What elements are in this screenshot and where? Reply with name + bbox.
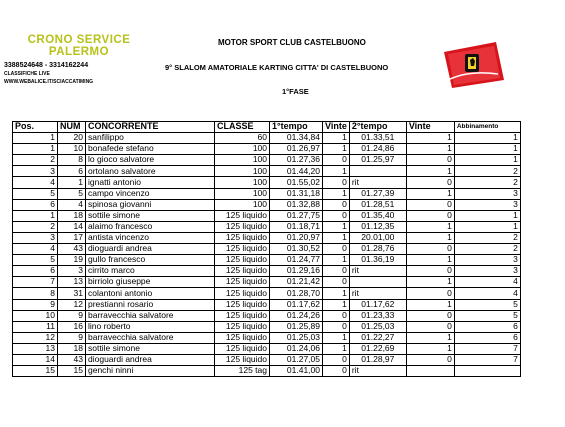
cell-tempo1: 01.30,52 bbox=[270, 244, 323, 255]
cell-pos: 6 bbox=[13, 199, 58, 210]
cell-tempo2: 01.25,97 bbox=[349, 155, 406, 166]
contact-block bbox=[4, 62, 93, 86]
cell-pos: 5 bbox=[13, 188, 58, 199]
cell-pos: 2 bbox=[13, 221, 58, 232]
cell-classe: 125 liquido bbox=[215, 266, 270, 277]
cell-vinte1: 0 bbox=[323, 199, 350, 210]
cell-classe: 60 bbox=[215, 133, 270, 144]
cell-vinte2: 1 bbox=[406, 133, 454, 144]
cell-tempo2 bbox=[349, 166, 406, 177]
cell-vinte1: 1 bbox=[323, 288, 350, 299]
cell-tempo2: rit bbox=[349, 177, 406, 188]
cell-num: 20 bbox=[58, 133, 86, 144]
cell-vinte2: 0 bbox=[406, 288, 454, 299]
cell-vinte1: 0 bbox=[323, 321, 350, 332]
cell-classe: 125 liquido bbox=[215, 299, 270, 310]
cell-tempo1: 01.27,05 bbox=[270, 354, 323, 365]
cell-pos: 5 bbox=[13, 255, 58, 266]
cell-classe: 125 liquido bbox=[215, 321, 270, 332]
cell-num: 4 bbox=[58, 199, 86, 210]
cell-num: 16 bbox=[58, 321, 86, 332]
cell-vinte1: 1 bbox=[323, 232, 350, 243]
cell-vinte1: 1 bbox=[323, 188, 350, 199]
table-row bbox=[13, 221, 521, 232]
cell-num: 18 bbox=[58, 210, 86, 221]
motor-sport-club-logo-icon bbox=[438, 40, 508, 90]
cell-num: 9 bbox=[58, 310, 86, 321]
cell-abbinamento: 7 bbox=[454, 354, 520, 365]
event-title: 9° SLALOM AMATORIALE KARTING CITTA' DI CASTELBUONO bbox=[165, 63, 389, 72]
cell-tempo1: 01.20,97 bbox=[270, 232, 323, 243]
cell-vinte1: 0 bbox=[323, 366, 350, 377]
cell-num: 43 bbox=[58, 244, 86, 255]
cell-num: 14 bbox=[58, 221, 86, 232]
cell-concorrente: colantoni antonio bbox=[86, 288, 215, 299]
column-header-tempo2: 2°tempo bbox=[349, 122, 406, 133]
cell-num: 5 bbox=[58, 188, 86, 199]
cell-abbinamento: 2 bbox=[454, 232, 520, 243]
cell-vinte2: 1 bbox=[406, 144, 454, 155]
cell-classe: 125 tag bbox=[215, 366, 270, 377]
cell-vinte2: 1 bbox=[406, 277, 454, 288]
cell-abbinamento: 1 bbox=[454, 210, 520, 221]
cell-concorrente: bonafede stefano bbox=[86, 144, 215, 155]
cell-tempo1: 01.18,71 bbox=[270, 221, 323, 232]
live-label: CLASSIFICHE LIVE bbox=[4, 71, 50, 77]
cell-concorrente: barravecchia salvatore bbox=[86, 310, 215, 321]
cell-tempo2: 01.28,76 bbox=[349, 244, 406, 255]
cell-abbinamento bbox=[454, 366, 520, 377]
cell-pos: 15 bbox=[13, 366, 58, 377]
cell-tempo2: rit bbox=[349, 288, 406, 299]
cell-pos: 3 bbox=[13, 232, 58, 243]
cell-vinte1: 1 bbox=[323, 332, 350, 343]
table-row bbox=[13, 244, 521, 255]
cell-tempo2: 01.23,33 bbox=[349, 310, 406, 321]
cell-concorrente: barravecchia salvatore bbox=[86, 332, 215, 343]
cell-vinte1: 1 bbox=[323, 343, 350, 354]
cell-tempo2: 01.28,51 bbox=[349, 199, 406, 210]
cell-num: 31 bbox=[58, 288, 86, 299]
cell-vinte1: 1 bbox=[323, 133, 350, 144]
cell-pos: 9 bbox=[13, 299, 58, 310]
cell-num: 6 bbox=[58, 166, 86, 177]
cell-vinte2: 0 bbox=[406, 321, 454, 332]
cell-concorrente: ortolano salvatore bbox=[86, 166, 215, 177]
cell-vinte2: 0 bbox=[406, 244, 454, 255]
cell-concorrente: prestianni rosario bbox=[86, 299, 215, 310]
cell-vinte1: 0 bbox=[323, 277, 350, 288]
cell-concorrente: campo vincenzo bbox=[86, 188, 215, 199]
cell-num: 12 bbox=[58, 299, 86, 310]
column-header-tempo1: 1°tempo bbox=[270, 122, 323, 133]
cell-num: 17 bbox=[58, 232, 86, 243]
cell-abbinamento: 2 bbox=[454, 177, 520, 188]
table-row bbox=[13, 199, 521, 210]
cell-tempo1: 01.32,88 bbox=[270, 199, 323, 210]
cell-concorrente: cirrito marco bbox=[86, 266, 215, 277]
cell-tempo1: 01.25,89 bbox=[270, 321, 323, 332]
cell-tempo2: 01.24,86 bbox=[349, 144, 406, 155]
website-link[interactable]: WWW.WEBALICE.IT/SCIACCATIMING bbox=[4, 79, 94, 85]
cell-classe: 125 liquido bbox=[215, 221, 270, 232]
cell-num: 10 bbox=[58, 144, 86, 155]
cell-tempo2 bbox=[349, 277, 406, 288]
cell-abbinamento: 1 bbox=[454, 221, 520, 232]
cell-vinte2: 1 bbox=[406, 166, 454, 177]
cell-classe: 125 liquido bbox=[215, 244, 270, 255]
cell-classe: 125 liquido bbox=[215, 210, 270, 221]
table-row bbox=[13, 277, 521, 288]
cell-num: 3 bbox=[58, 266, 86, 277]
cell-concorrente: antista vincenzo bbox=[86, 232, 215, 243]
cell-pos: 13 bbox=[13, 343, 58, 354]
column-header-vinte1: Vinte bbox=[323, 122, 350, 133]
cell-concorrente: dioguardi andrea bbox=[86, 354, 215, 365]
cell-abbinamento: 1 bbox=[454, 133, 520, 144]
cell-vinte2: 1 bbox=[406, 188, 454, 199]
table-row bbox=[13, 299, 521, 310]
results-table bbox=[12, 121, 521, 377]
cell-abbinamento: 3 bbox=[454, 188, 520, 199]
table-header-row bbox=[13, 122, 521, 133]
cell-tempo2: 01.35,40 bbox=[349, 210, 406, 221]
cell-tempo1: 01.27,75 bbox=[270, 210, 323, 221]
cell-vinte1: 0 bbox=[323, 266, 350, 277]
cell-vinte2: 0 bbox=[406, 310, 454, 321]
table-row bbox=[13, 266, 521, 277]
cell-tempo1: 01.29,16 bbox=[270, 266, 323, 277]
cell-concorrente: genchi ninni bbox=[86, 366, 215, 377]
cell-abbinamento: 4 bbox=[454, 277, 520, 288]
cell-pos: 10 bbox=[13, 310, 58, 321]
organizer-title: MOTOR SPORT CLUB CASTELBUONO bbox=[218, 38, 366, 47]
cell-classe: 125 liquido bbox=[215, 232, 270, 243]
cell-tempo1: 01.26,97 bbox=[270, 144, 323, 155]
table-row bbox=[13, 366, 521, 377]
cell-vinte2: 1 bbox=[406, 232, 454, 243]
column-header-concorrente: CONCORRENTE bbox=[86, 122, 215, 133]
table-row bbox=[13, 255, 521, 266]
table-row bbox=[13, 343, 521, 354]
cell-vinte2: 0 bbox=[406, 210, 454, 221]
cell-tempo1: 01.44,20 bbox=[270, 166, 323, 177]
cell-classe: 125 liquido bbox=[215, 255, 270, 266]
cell-vinte1: 1 bbox=[323, 299, 350, 310]
cell-concorrente: dioguardi andrea bbox=[86, 244, 215, 255]
cell-pos: 6 bbox=[13, 266, 58, 277]
cell-vinte2: 0 bbox=[406, 354, 454, 365]
cell-tempo1: 01.25,03 bbox=[270, 332, 323, 343]
cell-tempo1: 01.41,00 bbox=[270, 366, 323, 377]
cell-tempo1: 01.34,84 bbox=[270, 133, 323, 144]
table-row bbox=[13, 188, 521, 199]
cell-vinte1: 0 bbox=[323, 244, 350, 255]
cell-abbinamento: 3 bbox=[454, 266, 520, 277]
column-header-num: NUM bbox=[58, 122, 86, 133]
cell-vinte2: 0 bbox=[406, 177, 454, 188]
cell-tempo1: 01.55,02 bbox=[270, 177, 323, 188]
cell-abbinamento: 7 bbox=[454, 343, 520, 354]
cell-pos: 7 bbox=[13, 277, 58, 288]
cell-tempo2: 01.36,19 bbox=[349, 255, 406, 266]
cell-concorrente: alaimo francesco bbox=[86, 221, 215, 232]
cell-vinte2: 1 bbox=[406, 332, 454, 343]
cell-num: 19 bbox=[58, 255, 86, 266]
table-row bbox=[13, 354, 521, 365]
cell-pos: 1 bbox=[13, 133, 58, 144]
cell-vinte1: 0 bbox=[323, 155, 350, 166]
brand-line-2: PALERMO bbox=[48, 46, 110, 58]
cell-pos: 3 bbox=[13, 166, 58, 177]
cell-classe: 125 liquido bbox=[215, 343, 270, 354]
cell-pos: 12 bbox=[13, 332, 58, 343]
phase-title: 1°FASE bbox=[282, 87, 309, 96]
cell-classe: 125 liquido bbox=[215, 310, 270, 321]
table-row bbox=[13, 288, 521, 299]
cell-pos: 4 bbox=[13, 177, 58, 188]
cell-vinte1: 1 bbox=[323, 144, 350, 155]
cell-tempo2: 01.22,27 bbox=[349, 332, 406, 343]
cell-concorrente: ignatti antonio bbox=[86, 177, 215, 188]
cell-tempo1: 01.21,42 bbox=[270, 277, 323, 288]
cell-abbinamento: 6 bbox=[454, 321, 520, 332]
cell-vinte1: 0 bbox=[323, 310, 350, 321]
column-header-abbinamento: Abbinamento bbox=[454, 122, 520, 133]
table-row bbox=[13, 177, 521, 188]
cell-vinte1: 1 bbox=[323, 221, 350, 232]
cell-vinte2: 1 bbox=[406, 299, 454, 310]
cell-vinte2: 1 bbox=[406, 255, 454, 266]
cell-vinte1: 0 bbox=[323, 210, 350, 221]
cell-tempo1: 01.24,77 bbox=[270, 255, 323, 266]
cell-concorrente: birriolo giuseppe bbox=[86, 277, 215, 288]
cell-tempo2: 20.01,00 bbox=[349, 232, 406, 243]
table-row bbox=[13, 144, 521, 155]
cell-pos: 14 bbox=[13, 354, 58, 365]
cell-num: 1 bbox=[58, 177, 86, 188]
cell-vinte2 bbox=[406, 366, 454, 377]
cell-vinte2: 0 bbox=[406, 199, 454, 210]
cell-abbinamento: 3 bbox=[454, 199, 520, 210]
cell-tempo1: 01.17,62 bbox=[270, 299, 323, 310]
cell-pos: 11 bbox=[13, 321, 58, 332]
cell-vinte2: 0 bbox=[406, 155, 454, 166]
cell-concorrente: spinosa giovanni bbox=[86, 199, 215, 210]
column-header-pos: Pos. bbox=[13, 122, 58, 133]
cell-abbinamento: 3 bbox=[454, 255, 520, 266]
cell-tempo2: 01.33,51 bbox=[349, 133, 406, 144]
cell-pos: 2 bbox=[13, 155, 58, 166]
cell-tempo1: 01.31,18 bbox=[270, 188, 323, 199]
cell-concorrente: sottile simone bbox=[86, 343, 215, 354]
cell-concorrente: sanfilippo bbox=[86, 133, 215, 144]
cell-tempo2: 01.22,69 bbox=[349, 343, 406, 354]
cell-num: 13 bbox=[58, 277, 86, 288]
cell-classe: 100 bbox=[215, 177, 270, 188]
brand-line-1: CRONO SERVICE bbox=[27, 34, 131, 46]
cell-tempo1: 01.24,06 bbox=[270, 343, 323, 354]
cell-vinte1: 0 bbox=[323, 354, 350, 365]
cell-vinte2: 1 bbox=[406, 343, 454, 354]
cell-vinte1: 1 bbox=[323, 166, 350, 177]
cell-abbinamento: 5 bbox=[454, 310, 520, 321]
cell-pos: 4 bbox=[13, 244, 58, 255]
cell-pos: 1 bbox=[13, 144, 58, 155]
column-header-classe: CLASSE bbox=[215, 122, 270, 133]
cell-tempo2: 01.17,62 bbox=[349, 299, 406, 310]
cell-abbinamento: 5 bbox=[454, 299, 520, 310]
cell-abbinamento: 1 bbox=[454, 144, 520, 155]
cell-tempo2: rit bbox=[349, 366, 406, 377]
table-row bbox=[13, 210, 521, 221]
cell-tempo2: 01.12,35 bbox=[349, 221, 406, 232]
cell-concorrente: lo gioco salvatore bbox=[86, 155, 215, 166]
cell-pos: 8 bbox=[13, 288, 58, 299]
cell-vinte2: 1 bbox=[406, 221, 454, 232]
table-row bbox=[13, 310, 521, 321]
cell-num: 8 bbox=[58, 155, 86, 166]
cell-classe: 125 liquido bbox=[215, 277, 270, 288]
cell-classe: 100 bbox=[215, 144, 270, 155]
cell-vinte1: 1 bbox=[323, 255, 350, 266]
cell-tempo2: 01.25,03 bbox=[349, 321, 406, 332]
column-header-vinte2: Vinte bbox=[406, 122, 454, 133]
cell-classe: 100 bbox=[215, 155, 270, 166]
table-row bbox=[13, 155, 521, 166]
table-row bbox=[13, 321, 521, 332]
phone-numbers: 3388524648 - 3314162244 bbox=[4, 62, 89, 69]
brand-name bbox=[4, 34, 154, 58]
cell-abbinamento: 4 bbox=[454, 288, 520, 299]
cell-concorrente: lino roberto bbox=[86, 321, 215, 332]
cell-vinte1: 0 bbox=[323, 177, 350, 188]
cell-tempo2: rit bbox=[349, 266, 406, 277]
cell-pos: 1 bbox=[13, 210, 58, 221]
cell-classe: 100 bbox=[215, 166, 270, 177]
cell-classe: 125 liquido bbox=[215, 332, 270, 343]
cell-num: 9 bbox=[58, 332, 86, 343]
cell-tempo1: 01.28,70 bbox=[270, 288, 323, 299]
cell-abbinamento: 1 bbox=[454, 155, 520, 166]
cell-classe: 100 bbox=[215, 199, 270, 210]
cell-num: 15 bbox=[58, 366, 86, 377]
cell-vinte2: 0 bbox=[406, 266, 454, 277]
cell-classe: 100 bbox=[215, 188, 270, 199]
table-row bbox=[13, 232, 521, 243]
cell-abbinamento: 6 bbox=[454, 332, 520, 343]
cell-abbinamento: 2 bbox=[454, 166, 520, 177]
cell-classe: 125 liquido bbox=[215, 354, 270, 365]
cell-classe: 125 liquido bbox=[215, 288, 270, 299]
cell-abbinamento: 2 bbox=[454, 244, 520, 255]
cell-tempo1: 01.27,36 bbox=[270, 155, 323, 166]
cell-tempo1: 01.24,26 bbox=[270, 310, 323, 321]
table-row bbox=[13, 133, 521, 144]
cell-tempo2: 01.28,97 bbox=[349, 354, 406, 365]
table-row bbox=[13, 166, 521, 177]
cell-num: 18 bbox=[58, 343, 86, 354]
cell-num: 43 bbox=[58, 354, 86, 365]
cell-concorrente: gullo francesco bbox=[86, 255, 215, 266]
cell-concorrente: sottile simone bbox=[86, 210, 215, 221]
table-row bbox=[13, 332, 521, 343]
cell-tempo2: 01.27,39 bbox=[349, 188, 406, 199]
